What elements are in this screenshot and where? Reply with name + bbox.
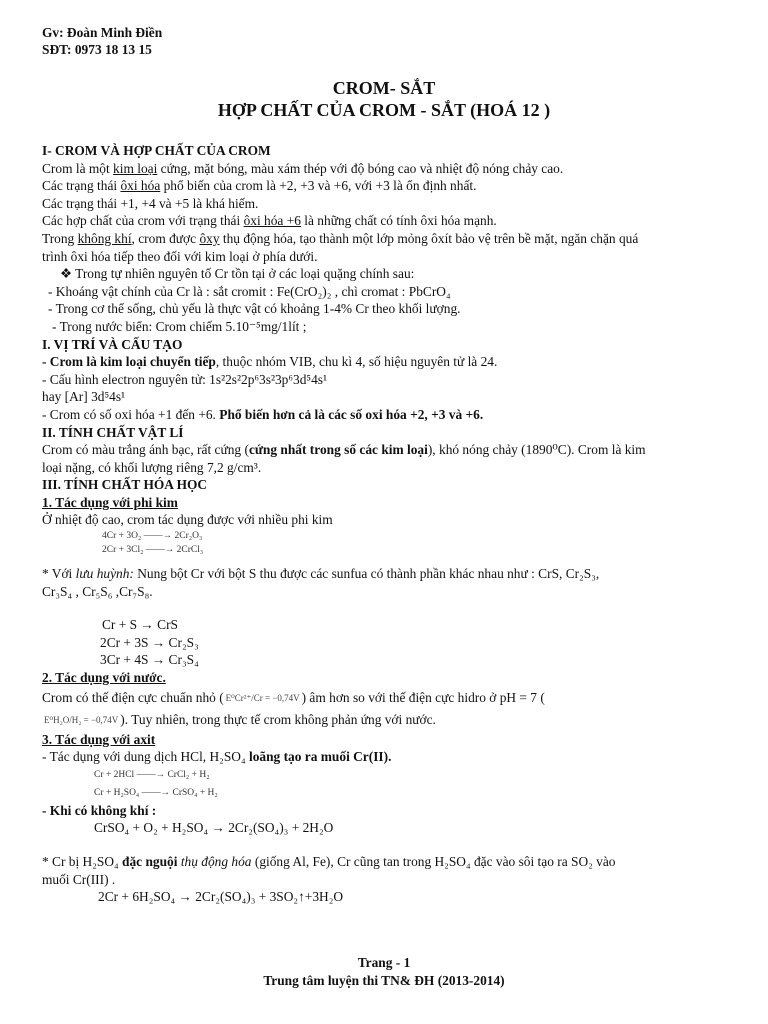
paragraph-line: * Cr bị H₂SO₄ đặc nguội thụ động hóa (giống Al, Fe), Cr cũng tan trong H₂SO₄ đặc vào sôi tạo ra SO₂ vào xyxy=(42,854,616,869)
link-oxy[interactable]: ôxy xyxy=(199,230,220,246)
equation: Cr + 2HCl ——→ CrCl₂ + H₂ xyxy=(94,769,210,780)
link-oxi-hoa-6[interactable]: ôxi hóa +6 xyxy=(243,213,301,229)
ore-line: - Trong cơ thể sống, chủ yếu là thực vật có khoảng 1-4% Cr theo khối lượng. xyxy=(48,301,461,317)
paragraph-line: E⁰H₂O/H₂ = −0,74V ). Tuy nhiên, trong thực tế crom không phản ứng với nước. xyxy=(42,709,732,731)
paragraph-line: - Crom có số oxi hóa +1 đến +6. Phổ biến hơn cả là các số oxi hóa +2, +3 và +6. xyxy=(42,406,484,422)
document-title: CROM- SẮT xyxy=(332,78,436,98)
equation: 2Cr + 3S → Cr₂S₃ xyxy=(100,634,199,650)
link-oxi-hoa[interactable]: ôxi hóa xyxy=(120,178,161,194)
formula-image: E⁰H₂O/H₂ = −0,74V xyxy=(44,714,119,725)
paragraph-line: Crom là một kim loại cứng, mặt bóng, màu xám thép với độ bóng cao và nhiệt độ nóng chảy cao. xyxy=(42,160,564,176)
formula-image: E⁰Cr²⁺/Cr = −0,74V xyxy=(225,692,300,703)
equation: CrSO₄ + O₂ + H₂SO₄ → 2Cr₂(SO₄)₃ + 2H₂O xyxy=(94,820,334,836)
equation: Cr + S → CrS xyxy=(102,617,179,633)
paragraph-line: muối Cr(III) . xyxy=(42,871,116,887)
paragraph-line: - Cấu hình electron nguyên tử: 1s²2s²2p⁶3s²3p⁶3d⁵4s¹ xyxy=(42,371,328,387)
paragraph-line: trình ôxi hóa tiếp theo đối với kim loại ở phía dưới. xyxy=(42,248,318,264)
paragraph-line: Ở nhiệt độ cao, crom tác dụng được với nhiều phi kim xyxy=(42,512,333,528)
footer-center: Trung tâm luyện thi TN& ĐH (2013-2014) xyxy=(263,973,505,988)
equation: Cr + H₂SO₄ ——→ CrSO₄ + H₂ xyxy=(94,787,218,798)
page-number: Trang - 1 xyxy=(357,955,411,970)
equation: 3Cr + 4S → Cr₃S₄ xyxy=(100,652,199,668)
ore-line: - Trong nước biển: Crom chiếm 5.10⁻⁵mg/1lít ; xyxy=(52,318,307,334)
subsection-heading: 1. Tác dụng với phi kim xyxy=(42,494,178,510)
paragraph-line: Các trạng thái +1, +4 và +5 là khá hiếm. xyxy=(42,195,259,211)
teacher-name: Gv: Đoàn Minh Điền xyxy=(42,25,163,40)
section-heading-4: III. TÍNH CHẤT HÓA HỌC xyxy=(42,477,208,493)
section-heading-2: I. VỊ TRÍ VÀ CẤU TẠO xyxy=(42,336,183,352)
teacher-phone: SĐT: 0973 18 13 15 xyxy=(42,42,152,57)
paragraph-line: - Khi có không khí : xyxy=(42,802,157,818)
paragraph-line: Crom có thế điện cực chuẩn nhỏ ( E⁰Cr²⁺/Cr = −0,74V ) âm hơn so với thế điện cực hidro ở pH = 7 ( xyxy=(42,687,732,709)
bullet-item: ❖ Trong tự nhiên nguyên tố Cr tồn tại ở các loại quặng chính sau: xyxy=(60,266,415,282)
paragraph-line: Các hợp chất của crom với trạng thái ôxi hóa +6 là những chất có tính ôxi hóa mạnh. xyxy=(42,213,497,229)
subsection-heading: 2. Tác dụng với nước. xyxy=(42,670,166,686)
paragraph-line: * Với lưu huỳnh: Nung bột Cr với bột S thu được các sunfua có thành phần khác nhau như : CrS, Cr₂S₃, xyxy=(42,566,600,582)
paragraph-line: Crom có màu trắng ánh bạc, rất cứng (cứng nhất trong số các kim loại), khó nóng chảy (1890⁰C). Crom là kim xyxy=(42,442,646,458)
document-subtitle: HỢP CHẤT CỦA CROM - SẮT (HOÁ 12 ) xyxy=(217,100,551,120)
paragraph-line: Cr₃S₄ , Cr₅S₆ ,Cr₇S₈. xyxy=(42,583,153,599)
paragraph-line: Trong không khí, crom được ôxy thụ động hóa, tạo thành một lớp mỏng ôxít bảo vệ trên bề mặt, ngăn chặn quá xyxy=(42,230,639,246)
subsection-heading: 3. Tác dụng với axit xyxy=(42,731,156,747)
paragraph-line: hay [Ar] 3d⁵4s¹ xyxy=(42,389,126,405)
paragraph-line: loại nặng, có khối lượng riêng 7,2 g/cm³. xyxy=(42,459,262,475)
section-heading-1: I- CROM VÀ HỢP CHẤT CỦA CROM xyxy=(42,143,271,158)
paragraph-line: - Crom là kim loại chuyển tiếp, thuộc nhóm VIB, chu kì 4, số hiệu nguyên tử là 24. xyxy=(42,354,498,370)
equation: 4Cr + 3O₂ ——→ 2Cr₂O₃ xyxy=(102,531,203,542)
equation: 2Cr + 6H₂SO₄ → 2Cr₂(SO₄)₃ + 3SO₂↑+3H₂O xyxy=(98,889,344,905)
section-heading-3: II. TÍNH CHẤT VẬT LÍ xyxy=(42,424,184,440)
teacher-info xyxy=(42,24,162,58)
document-body xyxy=(42,142,732,906)
paragraph-line: - Tác dụng với dung dịch HCl, H₂SO₄ loãng tạo ra muối Cr(II). xyxy=(42,749,392,765)
equation: 2Cr + 3Cl₂ ——→ 2CrCl₃ xyxy=(102,545,204,556)
ore-line: - Khoáng vật chính của Cr là : sắt cromit : Fe(CrO₂)₂ , chì cromat : PbCrO₄ xyxy=(48,283,451,299)
paragraph-line: Các trạng thái ôxi hóa phổ biến của crom là +2, +3 và +6, với +3 là ổn định nhất. xyxy=(42,178,477,194)
link-kim-loai[interactable]: kim loại xyxy=(113,160,158,176)
link-khong-khi[interactable]: không khí xyxy=(77,230,132,246)
